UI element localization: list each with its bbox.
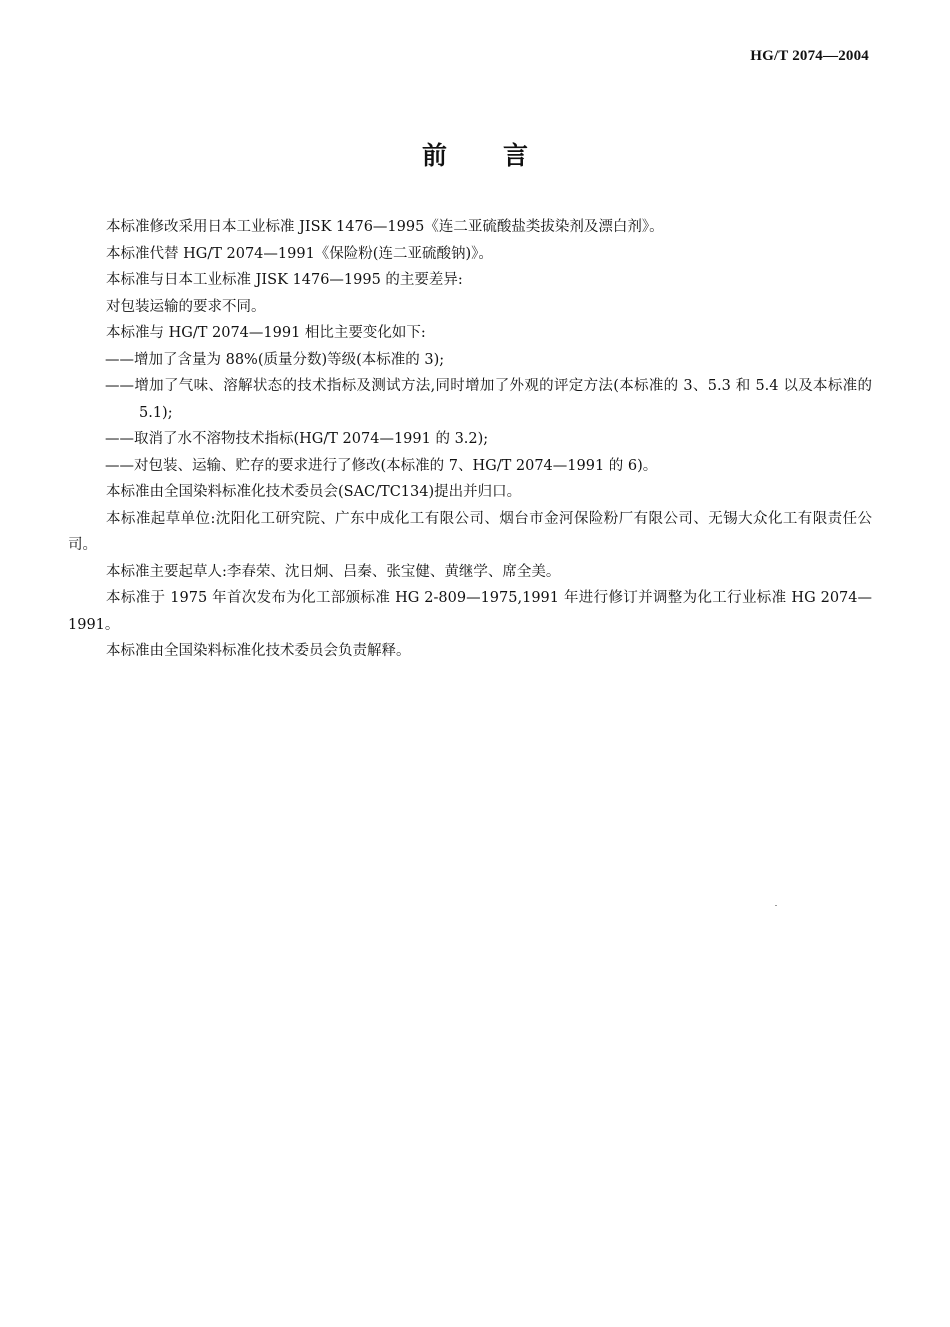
paragraph-replaces: 本标准代替 HG/T 2074—1991《保险粉(连二亚硫酸钠)》。 — [106, 245, 493, 262]
paragraph-drafting-units: 本标准起草单位:沈阳化工研究院、广东中成化工有限公司、烟台市金河保险粉厂有限公司、无锡大众化工有限责任公司。 — [68, 510, 872, 553]
change-item-2: ——增加了气味、溶解状态的技术指标及测试方法,同时增加了外观的评定方法(本标准的 3、5.3 和 5.4 以及本标准的 5.1); — [105, 378, 872, 421]
paragraph-adoption: 本标准修改采用日本工业标准 JISK 1476—1995《连二亚硫酸盐类拔染剂及漂白剂》。 — [106, 219, 664, 235]
paragraph-interpretation: 本标准由全国染料标准化技术委员会负责解释。 — [106, 643, 411, 659]
paragraph-differences-intro: 本标准与日本工业标准 JISK 1476—1995 的主要差异: — [106, 272, 463, 288]
change-item-4: ——对包装、运输、贮存的要求进行了修改(本标准的 7、HG/T 2074—1991 的 6)。 — [105, 457, 658, 474]
title-char-2: 言 — [503, 141, 529, 170]
foreword-body — [68, 214, 872, 665]
scan-speck — [775, 905, 777, 906]
paragraph-history: 本标准于 1975 年首次发布为化工部颁标准 HG 2-809—1975,1991 年进行修订并调整为化工行业标准 HG 2074—1991。 — [68, 590, 872, 633]
standard-code: HG/T 2074—2004 — [750, 48, 869, 64]
title-char-1: 前 — [421, 141, 447, 170]
paragraph-drafters: 本标准主要起草人:李春荣、沈日炯、吕秦、张宝健、黄继学、席全美。 — [106, 563, 561, 580]
paragraph-differences: 对包装运输的要求不同。 — [106, 298, 266, 315]
paragraph-proposed-by: 本标准由全国染料标准化技术委员会(SAC/TC134)提出并归口。 — [106, 484, 522, 500]
change-item-1: ——增加了含量为 88%(质量分数)等级(本标准的 3); — [105, 351, 445, 368]
page-title — [0, 136, 950, 172]
paragraph-changes-intro: 本标准与 HG/T 2074—1991 相比主要变化如下: — [106, 325, 426, 341]
change-item-3: ——取消了水不溶物技术指标(HG/T 2074—1991 的 3.2); — [105, 431, 489, 447]
